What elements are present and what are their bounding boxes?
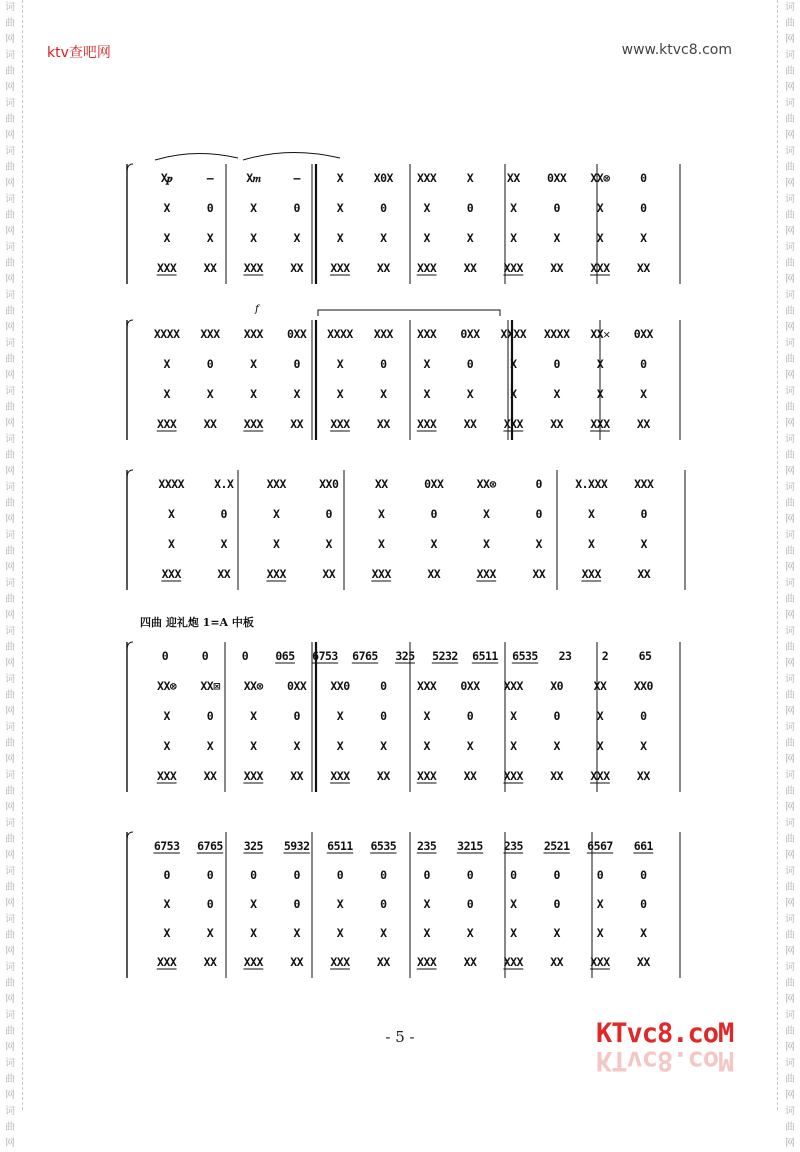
score-cell: 325	[243, 839, 263, 853]
score-cell: 23	[558, 649, 572, 663]
score-cell: XXX	[243, 769, 263, 783]
score-cell: X	[510, 231, 517, 245]
score-cell: 0	[640, 171, 647, 185]
score-cell: 0	[380, 897, 387, 911]
score-cell: X	[163, 926, 170, 940]
score-cell: X𝆐	[246, 171, 261, 185]
score-cell: XXX	[417, 417, 437, 431]
score-cell: XX	[290, 955, 304, 969]
score-cell: 0	[161, 649, 169, 663]
score-cell: X	[250, 357, 257, 371]
score-cell: X	[163, 739, 170, 753]
score-cell: XX⊗	[243, 679, 263, 693]
score-cell: XXX	[330, 417, 350, 431]
score-cell: X	[220, 537, 227, 551]
score-cell: 6753	[312, 649, 338, 663]
score-cell: X	[596, 739, 604, 753]
score-cell: XX	[290, 417, 304, 431]
score-cell: 065	[275, 649, 295, 663]
score-cell: 0	[640, 357, 647, 371]
score-cell: X	[466, 739, 474, 753]
score-cell: X	[466, 171, 474, 185]
score-cell: X	[466, 231, 474, 245]
score-cell: X	[423, 926, 430, 940]
score-cell: 6535	[512, 649, 538, 663]
score-cell: 0	[510, 868, 517, 882]
score-cell: X	[596, 387, 604, 401]
score-cell: X	[206, 739, 214, 753]
score-cell: X	[510, 387, 517, 401]
score-cell: 0	[535, 477, 542, 491]
score-cell: XXX	[417, 769, 437, 783]
score-cell: X	[250, 709, 257, 723]
score-cell: XX	[376, 417, 390, 431]
score-cell: X	[423, 897, 430, 911]
score-cell: 0	[206, 201, 214, 215]
score-cell: XXXX	[158, 477, 185, 491]
score-system	[127, 470, 685, 590]
score-cell: X	[163, 231, 170, 245]
score-cell: 325	[395, 649, 415, 663]
section-caption: 四曲 迎礼炮 1=A 中板	[140, 616, 254, 629]
score-cell: X	[466, 926, 474, 940]
score-cell: X	[336, 387, 344, 401]
score-cell: X	[596, 709, 604, 723]
score-cell: X0	[550, 679, 564, 693]
score-cell: XXX	[581, 567, 601, 581]
score-cell: 5232	[432, 649, 458, 663]
score-cell: X	[336, 201, 344, 215]
score-cell: XXX	[476, 567, 496, 581]
score-cell: X	[378, 507, 385, 521]
score-cell: X	[163, 357, 170, 371]
score-cell: XX	[593, 679, 607, 693]
score-cell: XX	[532, 567, 546, 581]
score-cell: 0	[430, 507, 437, 521]
score-cell: XX	[290, 769, 304, 783]
site-name-label[interactable]: ktv查吧网	[47, 45, 111, 61]
score-cell: 6511	[472, 649, 498, 663]
score-cell: XX	[322, 567, 336, 581]
score-cell: 0	[293, 897, 300, 911]
score-cell: 0	[553, 357, 560, 371]
score-cell: 0	[163, 868, 170, 882]
score-cell: X	[206, 926, 214, 940]
score-cell: XXXX	[543, 327, 570, 341]
score-cell: XX	[550, 955, 564, 969]
score-cell: 0	[250, 868, 257, 882]
score-cell: X	[336, 926, 344, 940]
score-cell: 0	[293, 709, 300, 723]
score-cell: 65	[638, 649, 652, 663]
score-cell: X	[423, 231, 430, 245]
score-cell: X	[250, 897, 257, 911]
score-cell: XXX	[590, 261, 610, 275]
score-cell: X	[640, 926, 647, 940]
score-cell: 0	[553, 868, 560, 882]
score-cell: X	[588, 537, 595, 551]
brace-hook	[127, 320, 133, 328]
score-cell: XXX	[634, 477, 654, 491]
score-cell: X	[640, 387, 647, 401]
score-cell: XXXX	[500, 327, 527, 341]
score-cell: 0	[466, 201, 474, 215]
score-cell: XX	[376, 261, 390, 275]
score-cell: XX0	[319, 477, 339, 491]
score-cell: XX	[463, 261, 477, 275]
brace-hook	[127, 470, 133, 478]
score-cell: X	[423, 739, 430, 753]
score-cell: XX	[550, 417, 564, 431]
score-cell: 0	[380, 357, 387, 371]
score-cell: 0	[640, 868, 647, 882]
score-cell: X	[293, 926, 300, 940]
score-cell: 0XX	[287, 679, 307, 693]
score-cell: X	[380, 231, 387, 245]
score-cell: XX	[463, 769, 477, 783]
score-cell: X	[273, 507, 280, 521]
score-cell: X	[535, 537, 542, 551]
score-cell: X	[163, 897, 170, 911]
score-cell: 0	[293, 201, 300, 215]
score-cell: XXX	[330, 261, 350, 275]
score-cell: XXX	[157, 417, 177, 431]
score-cell: X	[250, 231, 257, 245]
score-cell: XX	[636, 769, 650, 783]
score-cell: XXX	[266, 477, 286, 491]
score-cell: 0	[466, 897, 474, 911]
score-cell: XX	[217, 567, 231, 581]
score-cell: X	[206, 231, 214, 245]
score-cell: XX	[203, 417, 217, 431]
score-cell: X	[423, 387, 430, 401]
score-cell: 0	[596, 868, 604, 882]
score-cell: 0XX	[424, 477, 444, 491]
score-cell: 0	[241, 649, 249, 663]
score-cell: X	[553, 926, 560, 940]
score-cell: 0	[423, 868, 430, 882]
score-cell: X	[163, 201, 170, 215]
score-cell: XX0	[633, 679, 653, 693]
score-cell: X	[596, 897, 604, 911]
brace-hook	[127, 164, 133, 172]
score-cell: X	[510, 709, 517, 723]
score-cell: X	[168, 507, 175, 521]
score-cell: XXX	[330, 955, 350, 969]
score-cell: 6753	[153, 839, 180, 853]
score-cell: XXX	[371, 567, 391, 581]
score-cell: 0	[466, 868, 474, 882]
score-cell: X	[336, 709, 344, 723]
score-cell: X.X	[214, 477, 234, 491]
score-cell: 0	[206, 709, 214, 723]
score-cell: X𝆏	[160, 171, 173, 185]
score-cell: X	[336, 897, 344, 911]
score-cell: 0XX	[633, 327, 653, 341]
score-cell: 2521	[543, 839, 570, 853]
score-cell: X	[596, 926, 604, 940]
score-cell: X	[293, 387, 300, 401]
score-cell: XXX	[243, 955, 263, 969]
score-cell: 0	[325, 507, 332, 521]
score-cell: X	[466, 387, 474, 401]
volta-bracket	[318, 310, 500, 316]
score-cell: X	[510, 201, 517, 215]
score-cell: XX	[550, 769, 564, 783]
score-cell: X	[378, 537, 385, 551]
score-cell: XX⊗	[157, 679, 177, 693]
score-cell: 0	[201, 649, 209, 663]
score-cell: XX	[637, 567, 651, 581]
page-number: - 5 -	[385, 1028, 415, 1046]
score-cell: XXX	[590, 417, 610, 431]
score-cell: X	[380, 387, 387, 401]
score-cell: X	[273, 537, 280, 551]
score-cell: —	[293, 171, 300, 185]
side-watermark-left: 词曲网词曲网词曲网词曲网词曲网词曲网词曲网词曲网词曲网词曲网词曲网词曲网词曲网词曲网词曲网词曲网词曲网词曲网词曲网词曲网词曲网词曲网词曲网词曲网	[5, 2, 15, 1149]
score-cell: X	[430, 537, 437, 551]
score-cell: 6765	[352, 649, 378, 663]
score-system	[127, 642, 680, 792]
score-cell: 235	[417, 839, 437, 853]
score-cell: X	[423, 709, 430, 723]
score-cell: XX⊗	[476, 477, 496, 491]
side-watermark-right: 词曲网词曲网词曲网词曲网词曲网词曲网词曲网词曲网词曲网词曲网词曲网词曲网词曲网词曲网词曲网词曲网词曲网词曲网词曲网词曲网词曲网词曲网词曲网词曲网	[785, 2, 795, 1149]
score-cell: 0	[466, 709, 474, 723]
score-cell: X	[510, 357, 517, 371]
score-cell: X	[163, 709, 170, 723]
score-cell: XX	[636, 417, 650, 431]
score-cell: XX	[376, 955, 390, 969]
score-cell: X.XXX	[575, 477, 608, 491]
slur	[243, 152, 340, 160]
score-cell: X	[168, 537, 175, 551]
score-cell: X	[250, 739, 257, 753]
score-cell: X	[596, 231, 604, 245]
score-cell: XXX	[243, 327, 263, 341]
score-system	[127, 832, 680, 978]
score-cell: 0	[293, 357, 300, 371]
score-cell: XXX	[157, 955, 177, 969]
score-cell: 0	[380, 201, 387, 215]
score-cell: XXX	[330, 769, 350, 783]
score-cell: 0	[206, 868, 214, 882]
score-cell: XXX	[157, 769, 177, 783]
score-cell: X	[325, 537, 332, 551]
score-cell: XX0	[330, 679, 350, 693]
score-cell: 2	[601, 649, 609, 663]
dynamic-mark: f	[255, 304, 259, 315]
score-cell: XXX	[266, 567, 286, 581]
site-url-label[interactable]: www.ktvc8.com	[621, 42, 732, 58]
site-logo[interactable]	[596, 1018, 746, 1078]
score-cell: XX	[290, 261, 304, 275]
score-cell: X	[553, 231, 560, 245]
score-cell: 0	[206, 357, 214, 371]
score-cell: X	[380, 926, 387, 940]
score-cell: 0	[336, 868, 344, 882]
score-cell: 6765	[197, 839, 223, 853]
brace-hook	[127, 832, 133, 840]
score-cell: XXX	[503, 417, 523, 431]
score-cell: X	[483, 537, 490, 551]
score-cell: 661	[633, 839, 653, 853]
score-cell: X	[293, 231, 300, 245]
score-cell: 0XX	[460, 679, 480, 693]
score-cell: XXX	[590, 955, 610, 969]
score-cell: XXX	[161, 567, 181, 581]
score-cell: 0	[380, 679, 387, 693]
score-cell: XX	[203, 261, 217, 275]
score-cell: 0	[206, 897, 214, 911]
score-cell: XXX	[417, 261, 437, 275]
score-cell: X	[163, 387, 170, 401]
score-system	[127, 152, 680, 284]
score-cell: XX	[636, 955, 650, 969]
score-cell: XXX	[503, 769, 523, 783]
score-cell: X	[336, 357, 344, 371]
score-cell: 0	[553, 201, 560, 215]
score-cell: XX	[550, 261, 564, 275]
score-cell: 6535	[370, 839, 397, 853]
score-cell: X	[553, 739, 560, 753]
score-cell: X	[640, 739, 647, 753]
score-cell: XX	[203, 955, 217, 969]
score-cell: X	[640, 231, 647, 245]
score-cell: XX✕	[590, 327, 610, 341]
score-cell: X	[336, 739, 344, 753]
score-cell: XXX	[157, 261, 177, 275]
score-cell: X	[250, 926, 257, 940]
score-cell: X	[206, 387, 214, 401]
score-cell: XX	[374, 477, 388, 491]
score-cell: 0	[293, 868, 300, 882]
score-cell: XX	[506, 171, 520, 185]
score-cell: 0	[553, 709, 560, 723]
score-cell: —	[206, 171, 214, 185]
score-cell: 235	[503, 839, 523, 853]
score-cell: X	[588, 507, 595, 521]
score-cell: X	[596, 201, 604, 215]
score-cell: 0	[640, 709, 647, 723]
score-cell: 0XX	[460, 327, 480, 341]
score-cell: XX	[203, 769, 217, 783]
score-cell: XX	[636, 261, 650, 275]
score-cell: XXX	[503, 955, 523, 969]
score-cell: XXX	[503, 261, 523, 275]
score-cell: X0X	[373, 171, 393, 185]
score-cell: XXX	[503, 679, 523, 693]
score-system	[127, 310, 680, 440]
score-cell: XXXX	[153, 327, 180, 341]
score-cell: X	[510, 926, 517, 940]
score-cell: 6567	[587, 839, 613, 853]
score-cell: XXX	[417, 955, 437, 969]
score-cell: XX	[427, 567, 441, 581]
score-cell: XXX	[417, 327, 437, 341]
score-cell: XXX	[373, 327, 393, 341]
score-cell: 6511	[327, 839, 353, 853]
score-cell: XX⊠	[200, 679, 220, 693]
score-cell: 0XX	[287, 327, 307, 341]
score-cell: X	[640, 537, 647, 551]
score-cell: 0	[466, 357, 474, 371]
score-cell: 5932	[283, 839, 310, 853]
score-cell: X	[510, 897, 517, 911]
score-cell: 0	[553, 897, 560, 911]
score-cell: X	[423, 357, 430, 371]
score-cell: XX	[376, 769, 390, 783]
score-cell: XX⊗	[590, 171, 610, 185]
score-cell: X	[423, 201, 430, 215]
score-cell: XXX	[243, 261, 263, 275]
score-cell: X	[336, 231, 344, 245]
score-cell: 0	[380, 868, 387, 882]
score-cell: XX	[463, 417, 477, 431]
score-cell: X	[510, 739, 517, 753]
score-cell: X	[553, 387, 560, 401]
score-cell: 3215	[457, 839, 483, 853]
score-cell: X	[250, 201, 257, 215]
logo-text: KTvc8.coM	[596, 1018, 734, 1049]
logo-reflection: KTvc8.coM	[596, 1045, 734, 1076]
score-cell: 0	[380, 709, 387, 723]
score-cell: XXX	[243, 417, 263, 431]
score-cell: 0	[220, 507, 227, 521]
score-cell: XXX	[417, 679, 437, 693]
score-cell: 0	[640, 201, 647, 215]
score-cell: X	[250, 387, 257, 401]
score-cell: XXXX	[327, 327, 353, 341]
score-cell: 0	[640, 897, 647, 911]
score-cell: X	[293, 739, 300, 753]
slur	[155, 153, 238, 160]
score-cell: X	[336, 171, 344, 185]
score-cell: 0	[640, 507, 647, 521]
score-cell: X	[483, 507, 490, 521]
score-cell: XXX	[590, 769, 610, 783]
score-cell: X	[380, 739, 387, 753]
score-cell: XX	[463, 955, 477, 969]
score-cell: 0	[535, 507, 542, 521]
score-cell: 0XX	[547, 171, 567, 185]
score-cell: XXX	[200, 327, 220, 341]
score-cell: X	[596, 357, 604, 371]
score-cell: XXX	[417, 171, 437, 185]
brace-hook	[127, 642, 133, 650]
